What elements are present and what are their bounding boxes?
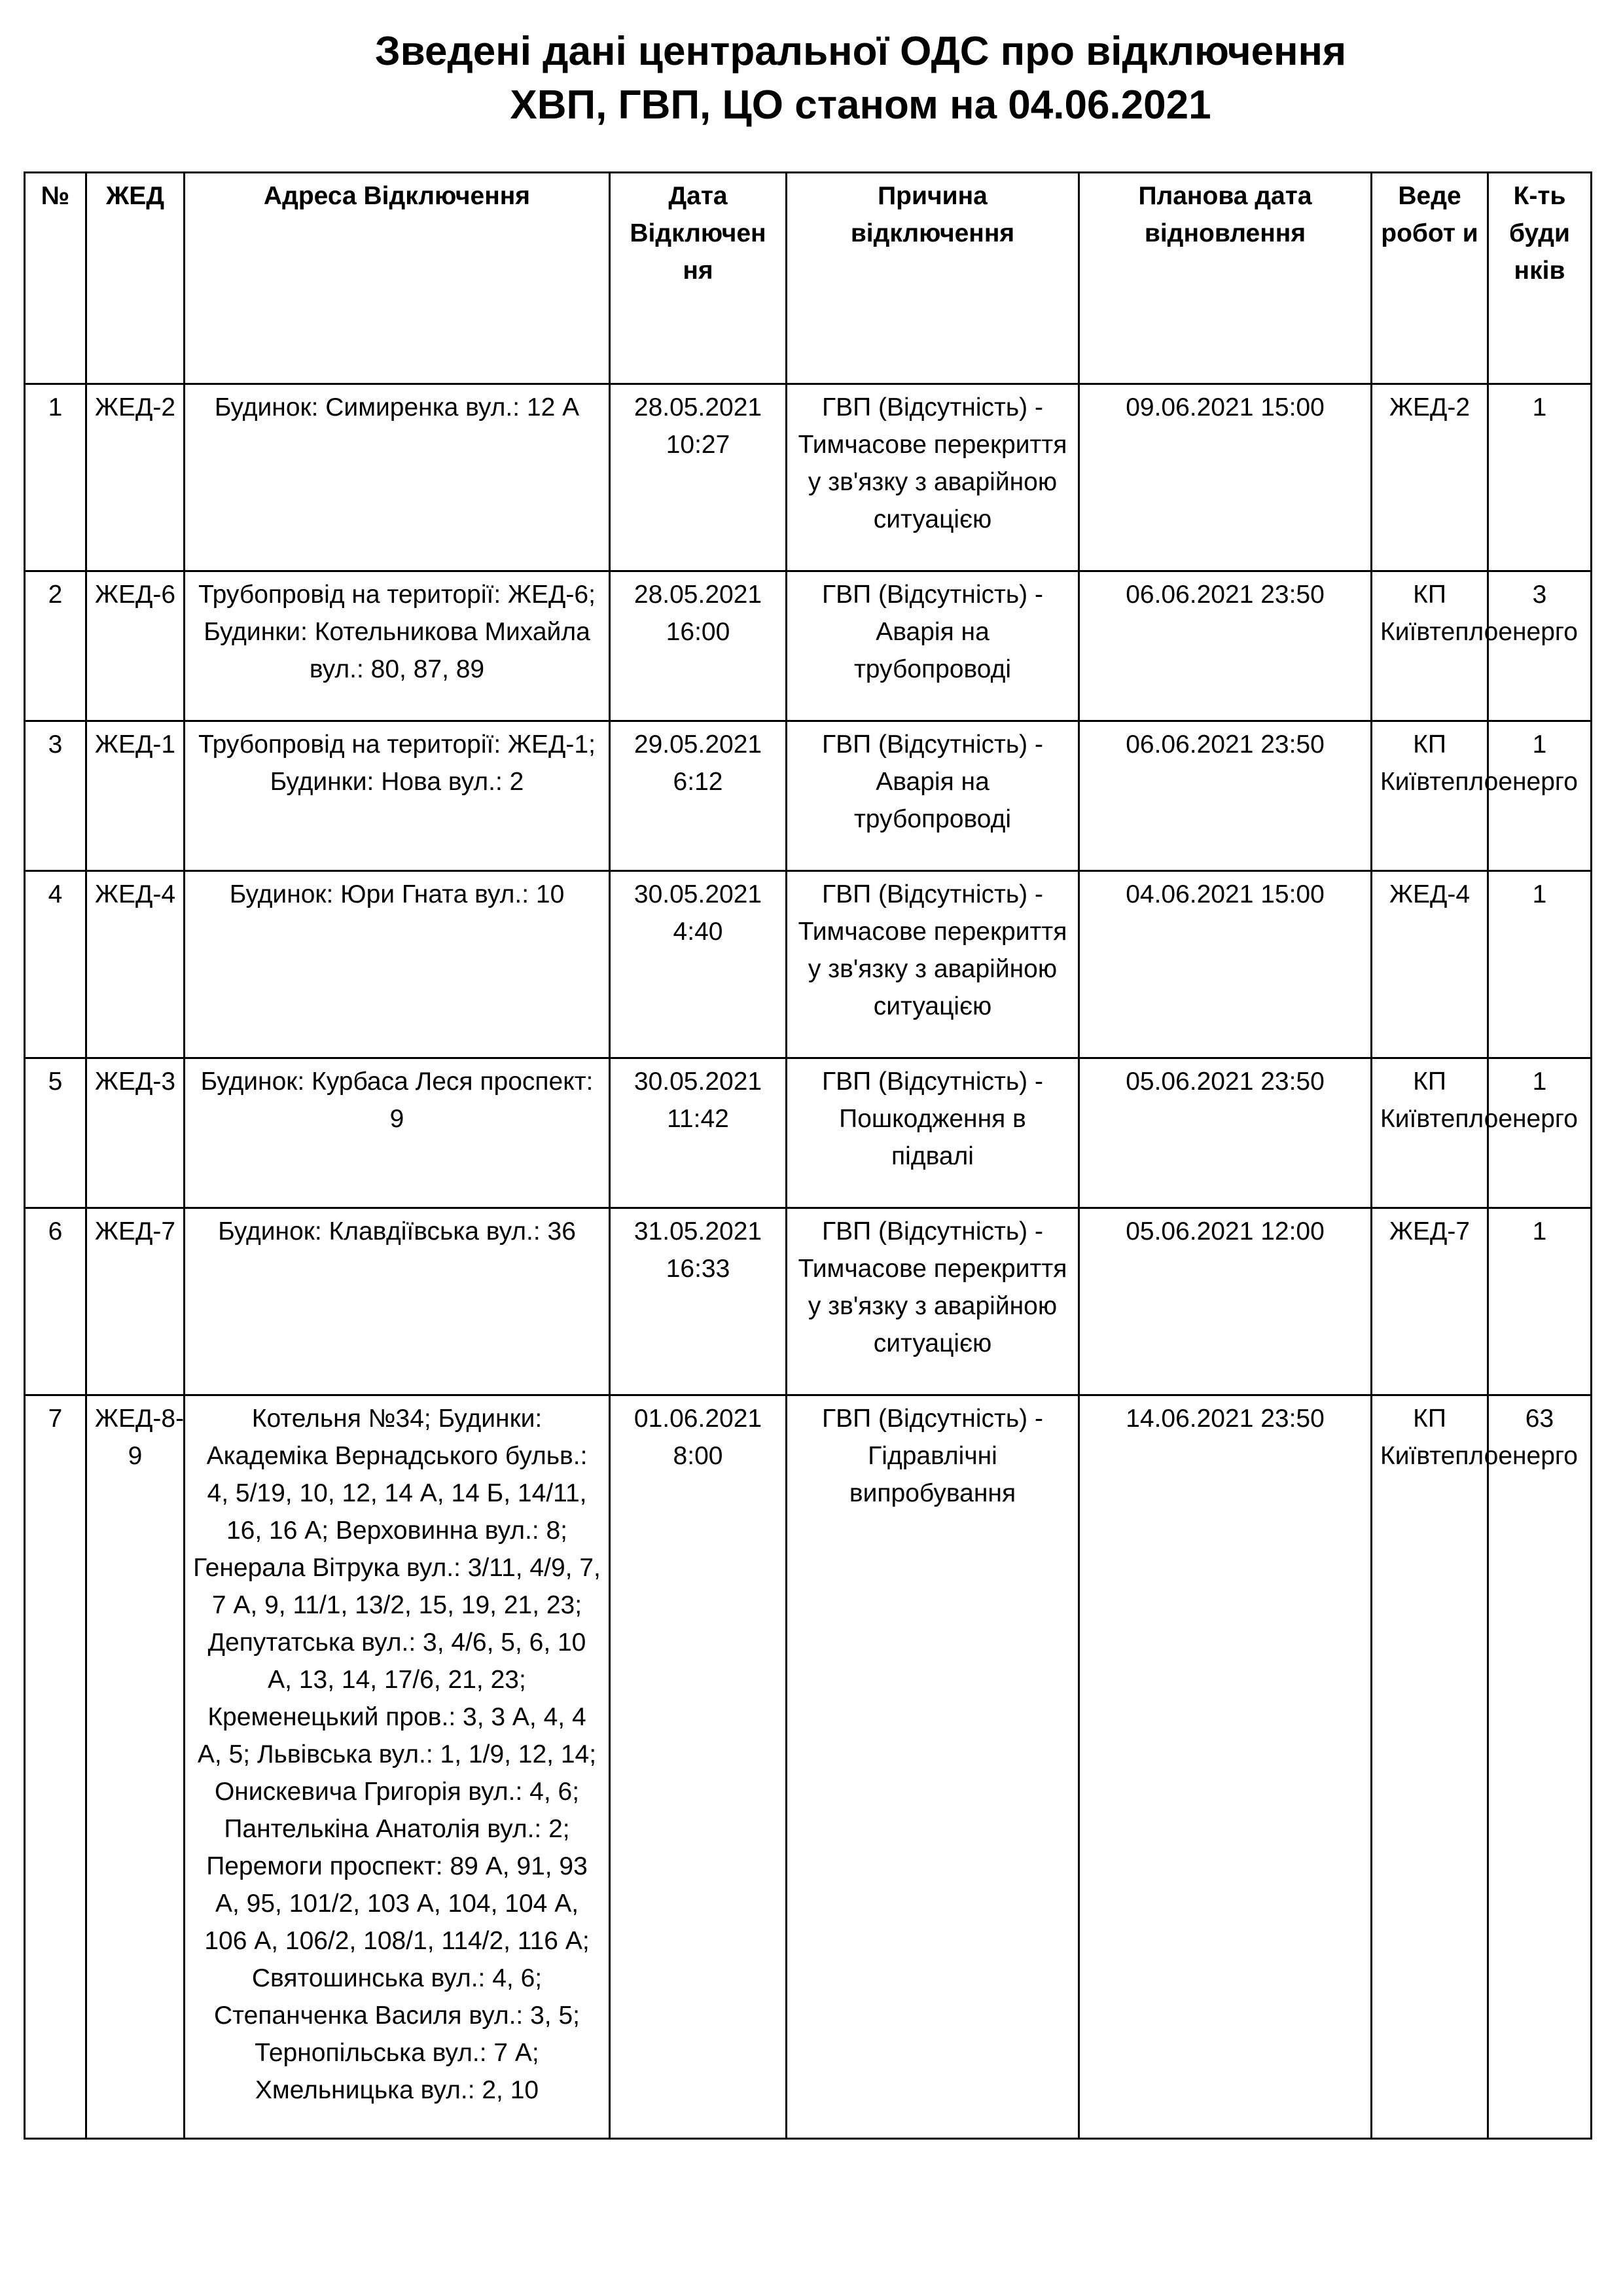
header-number: № xyxy=(25,173,86,384)
cell-off-date: 30.05.2021 11:42 xyxy=(610,1058,787,1208)
cell-zhed: ЖЕД-7 xyxy=(86,1208,185,1395)
cell-zhed: ЖЕД-1 xyxy=(86,721,185,871)
header-zhed: ЖЕД xyxy=(86,173,185,384)
table-row xyxy=(25,721,1592,871)
cell-off-date: 01.06.2021 8:00 xyxy=(610,1395,787,2139)
table-row xyxy=(25,1208,1592,1395)
cell-zhed: ЖЕД-4 xyxy=(86,871,185,1058)
cell-reason: ГВП (Відсутність) - Аварія на трубопроводі xyxy=(787,721,1079,871)
cell-restore-date: 14.06.2021 23:50 xyxy=(1079,1395,1372,2139)
outages-table xyxy=(24,171,1592,2140)
cell-contractor: КП Київтеплоенерго xyxy=(1372,1395,1488,2139)
cell-buildings: 63 xyxy=(1488,1395,1592,2139)
cell-reason: ГВП (Відсутність) - Тимчасове перекриття у зв'язку з аварійною ситуацією xyxy=(787,384,1079,571)
cell-contractor: КП Київтеплоенерго xyxy=(1372,721,1488,871)
cell-address: Котельня №34; Будинки: Академіка Вернадського бульв.: 4, 5/19, 10, 12, 14 А, 14 Б, 14/11, 16, 16 А; Верховинна вул.: 8; Генерала Вітрука вул.: 3/11, 4/9, 7, 7 А, 9, 11/1, 13/2, 15, 19, 21, 23; Депутатська вул.: 3, 4/6, 5, 6, 10 А, 13, 14, 17/6, 21, 23; Кременецький пров.: 3, 3 А, 4, 4 А, 5; Львівська вул.: 1, 1/9, 12, 14; Онискевича Григорія вул.: 4, 6; Пантелькіна Анатолія вул.: 2; Перемоги проспект: 89 А, 91, 93 А, 95, 101/2, 103 А, 104, 104 А, 106 А, 106/2, 108/1, 114/2, 116 А; Святошинська вул.: 4, 6; Степанченка Василя вул.: 3, 5; Тернопільська вул.: 7 А; Хмельницька вул.: 2, 10 xyxy=(185,1395,610,2139)
cell-off-date: 28.05.2021 10:27 xyxy=(610,384,787,571)
cell-number: 6 xyxy=(25,1208,86,1395)
header-reason: Причина відключення xyxy=(787,173,1079,384)
cell-buildings: 3 xyxy=(1488,571,1592,721)
cell-address: Трубопровід на території: ЖЕД-6; Будинки: Котельникова Михайла вул.: 80, 87, 89 xyxy=(185,571,610,721)
cell-zhed: ЖЕД-6 xyxy=(86,571,185,721)
cell-number: 5 xyxy=(25,1058,86,1208)
cell-zhed: ЖЕД-3 xyxy=(86,1058,185,1208)
cell-contractor: ЖЕД-2 xyxy=(1372,384,1488,571)
cell-number: 3 xyxy=(25,721,86,871)
title-line-1: Зведені дані центральної ОДС про відключення xyxy=(374,29,1347,74)
cell-restore-date: 04.06.2021 15:00 xyxy=(1079,871,1372,1058)
cell-address: Будинок: Клавдіївська вул.: 36 xyxy=(185,1208,610,1395)
cell-buildings: 1 xyxy=(1488,1058,1592,1208)
cell-address: Будинок: Курбаса Леся проспект: 9 xyxy=(185,1058,610,1208)
cell-buildings: 1 xyxy=(1488,871,1592,1058)
cell-restore-date: 05.06.2021 12:00 xyxy=(1079,1208,1372,1395)
cell-zhed: ЖЕД-2 xyxy=(86,384,185,571)
table-row xyxy=(25,1395,1592,2139)
cell-restore-date: 09.06.2021 15:00 xyxy=(1079,384,1372,571)
cell-reason: ГВП (Відсутність) - Тимчасове перекриття у зв'язку з аварійною ситуацією xyxy=(787,871,1079,1058)
title-line-2: ХВП, ГВП, ЦО станом на 04.06.2021 xyxy=(510,82,1211,128)
cell-contractor: ЖЕД-4 xyxy=(1372,871,1488,1058)
cell-off-date: 28.05.2021 16:00 xyxy=(610,571,787,721)
cell-restore-date: 06.06.2021 23:50 xyxy=(1079,571,1372,721)
header-contractor: Веде робот и xyxy=(1372,173,1488,384)
cell-address: Будинок: Юри Гната вул.: 10 xyxy=(185,871,610,1058)
header-address: Адреса Відключення xyxy=(185,173,610,384)
cell-buildings: 1 xyxy=(1488,384,1592,571)
cell-address: Трубопровід на території: ЖЕД-1; Будинки: Нова вул.: 2 xyxy=(185,721,610,871)
cell-address: Будинок: Симиренка вул.: 12 А xyxy=(185,384,610,571)
table-row xyxy=(25,871,1592,1058)
cell-off-date: 31.05.2021 16:33 xyxy=(610,1208,787,1395)
cell-off-date: 29.05.2021 6:12 xyxy=(610,721,787,871)
cell-buildings: 1 xyxy=(1488,1208,1592,1395)
header-buildings: К-ть буди нків xyxy=(1488,173,1592,384)
cell-reason: ГВП (Відсутність) - Гідравлічні випробування xyxy=(787,1395,1079,2139)
cell-reason: ГВП (Відсутність) - Пошкодження в підвалі xyxy=(787,1058,1079,1208)
header-off-date: Дата Відключен ня xyxy=(610,173,787,384)
table-header-row xyxy=(25,173,1592,384)
header-restore-date: Планова дата відновлення xyxy=(1079,173,1372,384)
cell-number: 1 xyxy=(25,384,86,571)
table-row xyxy=(25,1058,1592,1208)
cell-contractor: КП Київтеплоенерго xyxy=(1372,1058,1488,1208)
cell-zhed: ЖЕД-8-9 xyxy=(86,1395,185,2139)
cell-contractor: ЖЕД-7 xyxy=(1372,1208,1488,1395)
cell-number: 4 xyxy=(25,871,86,1058)
table-row xyxy=(25,571,1592,721)
document-title xyxy=(0,25,1623,132)
cell-number: 2 xyxy=(25,571,86,721)
cell-number: 7 xyxy=(25,1395,86,2139)
cell-restore-date: 06.06.2021 23:50 xyxy=(1079,721,1372,871)
cell-buildings: 1 xyxy=(1488,721,1592,871)
table-row xyxy=(25,384,1592,571)
cell-contractor: КП Київтеплоенерго xyxy=(1372,571,1488,721)
cell-off-date: 30.05.2021 4:40 xyxy=(610,871,787,1058)
cell-reason: ГВП (Відсутність) - Аварія на трубопроводі xyxy=(787,571,1079,721)
cell-reason: ГВП (Відсутність) - Тимчасове перекриття у зв'язку з аварійною ситуацією xyxy=(787,1208,1079,1395)
cell-restore-date: 05.06.2021 23:50 xyxy=(1079,1058,1372,1208)
